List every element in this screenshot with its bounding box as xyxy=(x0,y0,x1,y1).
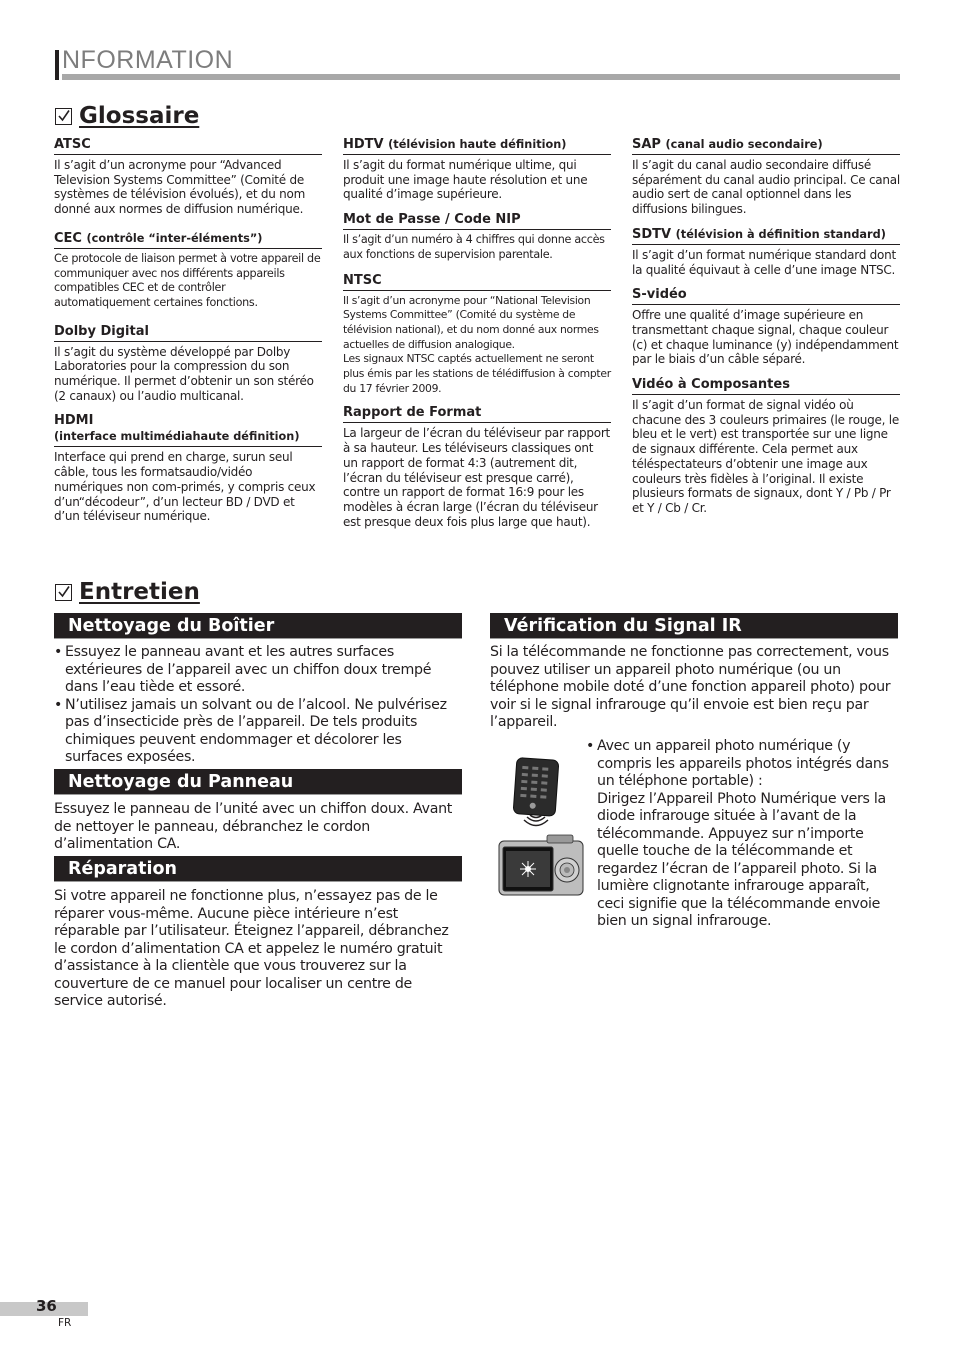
term-dolby-digital: Dolby Digital xyxy=(54,324,322,342)
signal-ir-bullet-lead: Avec un appareil photo numérique (y compris les appareils photos intégrés dans un téléphone portable) : xyxy=(597,738,889,789)
def-s-video: Offre une qualité d’image supérieure en transmettant chaque signal, chaque couleur (c) et chaque luminance (y) indépendamment par le biais d’un câble séparé. xyxy=(632,308,899,367)
reparation-bar: Réparation xyxy=(54,856,462,882)
def-dolby-digital: Il s’agit du système développé par Dolby Laboratories pour la compression du son numérique. Il permet d’obtenir un son stéréo (2 canaux) ou l’audio multicanal. xyxy=(54,344,314,403)
term-sap: SAP (canal audio secondaire) xyxy=(632,137,900,155)
def-video-composantes: Il s’agit d’un format de signal vidéo où chacune des 3 couleurs primaires (le rouge, le bleu et le vert) est transportée sur une ligne de signaux différente. Cela permet aux téléspectateurs d’obtenir une image aux couleurs très fidèles à l’original. Il existe plusieurs formats de signaux, dont Y / Pb / Pr et Y / Cb / Cr. xyxy=(632,398,900,515)
term-hdmi: HDMI (interface multimédiahaute définition) xyxy=(54,413,322,447)
def-sdtv: Il s’agit d’un format numérique standard dont la qualité équivaut à celle d’une image NTSC. xyxy=(632,247,896,277)
def-cec: Ce protocole de liaison permet à votre appareil de communiquer avec nos différents appareils compatibles CEC et de contrôler automatiquement certaines fonctions. xyxy=(54,251,321,309)
def-hdtv: Il s’agit du format numérique ultime, qui produit une image haute résolution et une qualité d’image supérieure. xyxy=(343,158,588,202)
page-number: 36 xyxy=(36,1297,57,1315)
term-rapport-de-format: Rapport de Format xyxy=(343,405,611,423)
signal-ir-bar: Vérification du Signal IR xyxy=(490,613,898,639)
def-mot-de-passe: Il s’agit d’un numéro à 4 chiffres qui donne accès aux fonctions de supervision parentale. xyxy=(343,233,605,261)
boitier-text xyxy=(54,644,454,767)
glossary-column-3 xyxy=(632,137,900,530)
term-hdtv: HDTV (télévision haute définition) xyxy=(343,137,611,155)
checkbox-icon xyxy=(55,584,72,601)
glossaire-title: Glossaire xyxy=(79,103,200,129)
term-video-composantes: Vidéo à Composantes xyxy=(632,377,900,395)
term-s-video: S-vidéo xyxy=(632,287,900,305)
boitier-bullet-2: • N’utilisez jamais un solvant ou de l’alcool. Ne pulvérisez pas d’insecticide près de l’appareil. De tels produits chimiques peuvent endommager et décolorer les surfaces exposées. xyxy=(54,697,454,767)
page-section-title: NFORMATION xyxy=(62,46,234,74)
def-sap: Il s’agit du canal audio secondaire diffusé séparément du canal audio principal. Ce canal audio sert de canal optionnel dans les diffusions bilingues. xyxy=(632,158,900,217)
reparation-text: Si votre appareil ne fonctionne plus, n’essayez pas de le réparer vous-même. Aucune pièce intérieure n’est réparable par l’utilisateur. Éteignez l’appareil, débranchez le cordon d’alimentation CA et appelez le numéro gratuit d’assistance à la clientèle que vous trouverez sur la couverture de ce manuel pour localiser un centre de service autorisé. xyxy=(54,888,449,1009)
def-ntsc: Il s’agit d’un acronyme pour “National Television Systems Committee” (Comité du système de télévision national), et du nom donné aux normes actuelles de diffusion analogique. xyxy=(343,293,599,351)
glossaire-heading xyxy=(55,103,199,129)
glossary-column-2 xyxy=(343,137,611,543)
term-mot-de-passe: Mot de Passe / Code NIP xyxy=(343,212,611,230)
boitier-bullet-1: • Essuyez le panneau avant et les autres surfaces extérieures de l’appareil avec un chiffon doux trempé dans l’eau tiède et essoré. xyxy=(54,644,454,697)
header-accent-bar xyxy=(55,50,59,80)
signal-ir-bullet xyxy=(586,738,896,931)
def-atsc: Il s’agit d’un acronyme pour “Advanced Television Systems Committee” (Comité de systèmes de télévision évolués), et du nom donné aux normes de diffusion numérique. xyxy=(54,158,306,217)
remote-camera-icon xyxy=(497,757,585,897)
term-sdtv: SDTV (télévision à définition standard) xyxy=(632,227,900,245)
glossary-column-1 xyxy=(54,137,322,538)
panneau-bar: Nettoyage du Panneau xyxy=(54,769,462,795)
remote-camera-illustration xyxy=(497,757,585,897)
term-ntsc: NTSC xyxy=(343,273,611,291)
term-atsc: ATSC xyxy=(54,137,322,155)
header-rule xyxy=(62,74,900,80)
def-hdmi: Interface qui prend en charge, surun seul câble, tous les formatsaudio/vidéo numériques non com-primés, y compris ceux d’un“décodeur”, d’un lecteur BD / DVD et d’un téléviseur numérique. xyxy=(54,450,316,524)
entretien-heading xyxy=(55,579,200,605)
language-code: FR xyxy=(58,1317,72,1329)
checkbox-icon xyxy=(55,108,72,125)
signal-ir-bullet-body: Dirigez l’Appareil Photo Numérique vers la diode infrarouge située à l’avant de la télécommande. Appuyez sur n’importe quelle touche de la télécommande et regardez l’écran de l’appareil photo. Si la lumière clignotante infrarouge apparaît, ceci signifie que la télécommande envoie bien un signal infrarouge. xyxy=(597,790,886,929)
def-rapport-de-format: La largeur de l’écran du téléviseur par rapport à sa hauteur. Les téléviseurs classiques ont un rapport de format 4:3 (autrement dit, l’écran du téléviseur est presque carré), contre un rapport de format 16:9 pour les modèles à écran large (l’écran du téléviseur est presque deux fois plus large que haut). xyxy=(343,426,611,529)
def-ntsc-note: Les signaux NTSC captés actuellement ne seront plus émis par les stations de télédiffusion à compter du 17 février 2009. xyxy=(343,352,611,395)
signal-ir-intro: Si la télécommande ne fonctionne pas correctement, vous pouvez utiliser un appareil photo numérique (ou un téléphone mobile doté d’une fonction appareil photo) pour voir si le signal infrarouge qu’il envoie est bien reçu par l’appareil. xyxy=(490,644,891,730)
boitier-bar: Nettoyage du Boîtier xyxy=(54,613,462,639)
panneau-text: Essuyez le panneau de l’unité avec un chiffon doux. Avant de nettoyer le panneau, débranchez le cordon d’alimentation CA. xyxy=(54,801,453,852)
term-cec: CEC (contrôle “inter-éléments”) xyxy=(54,231,322,249)
entretien-title: Entretien xyxy=(79,579,200,605)
